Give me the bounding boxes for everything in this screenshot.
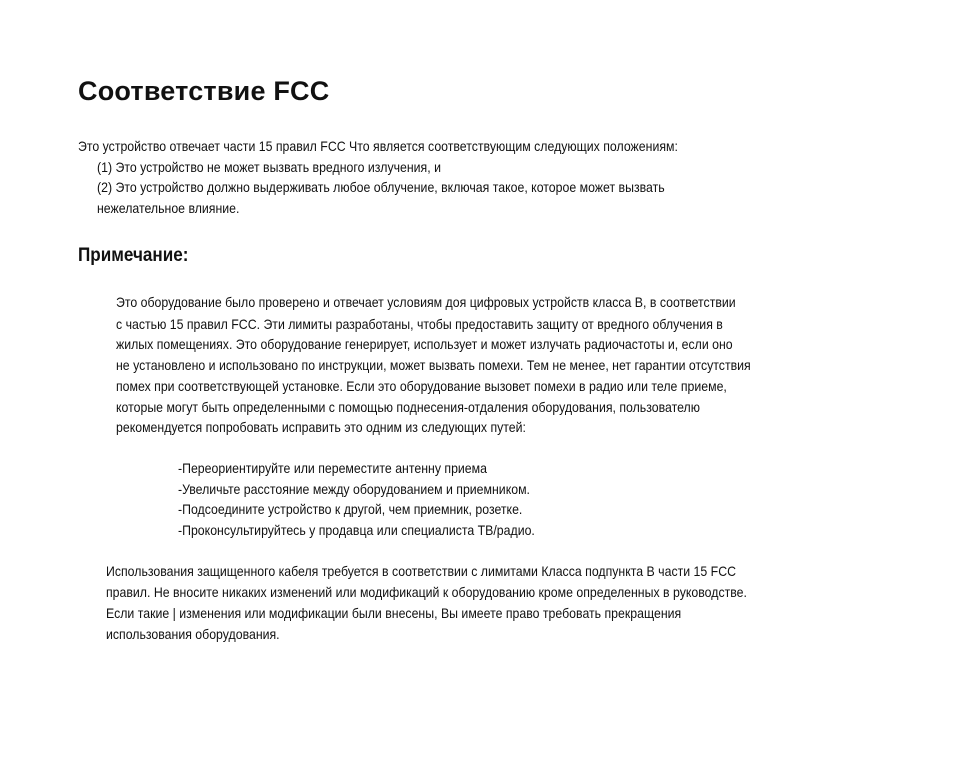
measure-item: -Переориентируйте или переместите антенну приема: [178, 460, 487, 476]
cable-paragraph-line: правил. Не вносите никаких изменений или модификаций к оборудованию кроме определенных в руководстве.: [106, 584, 747, 600]
intro-item-1: (1) Это устройство не может вызвать вредного излучения, и: [97, 159, 441, 175]
measure-item: -Подсоедините устройство к другой, чем приемник, розетке.: [178, 501, 523, 517]
intro-line: Это устройство отвечает части 15 правил FCC Что является соответствующим следующих положениям:: [78, 138, 678, 154]
measure-item: -Проконсультируйтесь у продавца или специалиста ТВ/радио.: [178, 522, 535, 538]
note-paragraph-line: с частью 15 правил FCC. Эти лимиты разработаны, чтобы предоставить защиту от вредного облучения в: [116, 316, 723, 332]
note-paragraph-line: жилых помещениях. Это оборудование генерирует, использует и может излучать радиочастоты и, если оно: [116, 336, 733, 352]
measure-item: -Увеличьте расстояние между оборудованием и приемником.: [178, 481, 530, 497]
cable-paragraph-line: Если такие | изменения или модификации были внесены, Вы имеете право требовать прекращения: [106, 605, 682, 621]
intro-item-2-line-1: (2) Это устройство должно выдерживать любое облучение, включая такое, которое может вызвать: [97, 179, 665, 195]
note-heading: Примечание:: [78, 245, 189, 266]
cable-paragraph-line: Использования защищенного кабеля требуется в соответствии с лимитами Класса подпункта B части 15 FCC: [106, 563, 737, 579]
note-paragraph-line: рекомендуется попробовать исправить это одним из следующих путей:: [116, 419, 526, 435]
page-title: Соответствие FCC: [78, 76, 330, 106]
note-paragraph-line: которые могут быть определенными с помощью поднесения-отдаления оборудования, пользователю: [116, 399, 700, 415]
intro-item-2-line-2: нежелательное влияние.: [97, 200, 240, 216]
note-paragraph-line: Это оборудование было проверено и отвечает условиям доя цифровых устройств класса B, в соответствии: [116, 294, 736, 310]
note-paragraph-line: помех при соответствующей установке. Если это оборудование вызовет помехи в радио или теле приеме,: [116, 378, 727, 394]
note-paragraph-line: не установлено и использовано по инструкции, может вызвать помехи. Тем не менее, нет гарантии отсутствия: [116, 357, 751, 373]
cable-paragraph-line: использования оборудования.: [106, 626, 280, 642]
